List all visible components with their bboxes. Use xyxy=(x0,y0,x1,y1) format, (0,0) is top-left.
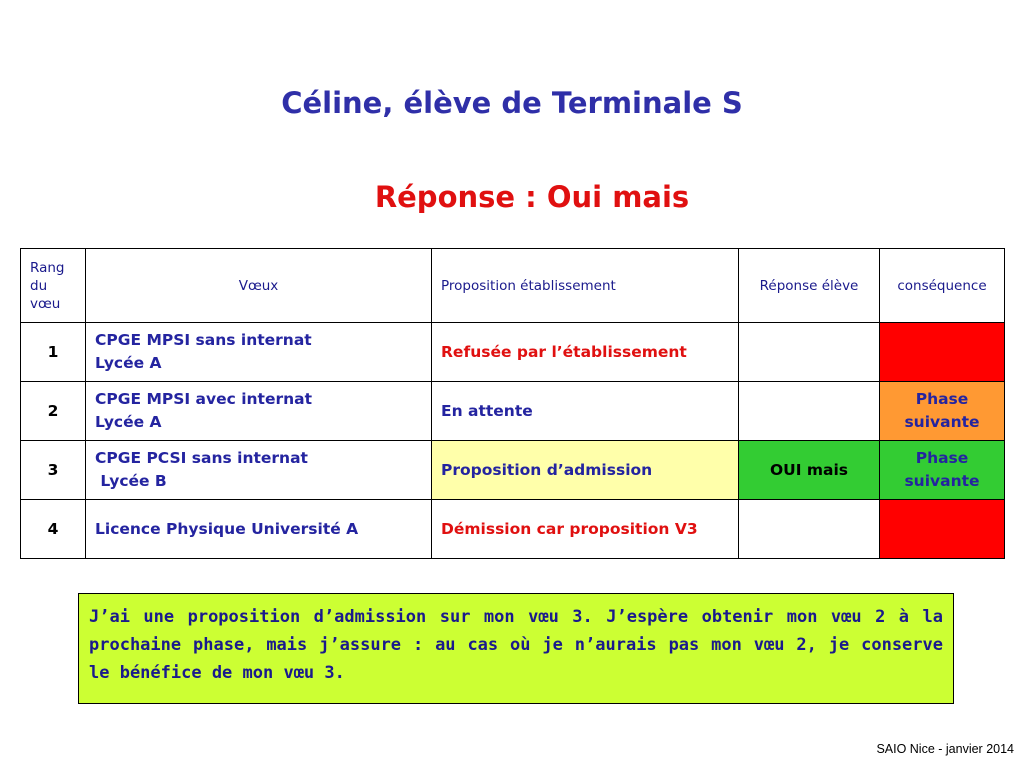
proposition-cell: Proposition d’admission xyxy=(432,441,739,500)
header-rang: Rang du vœu xyxy=(21,249,86,323)
table-row xyxy=(21,323,1005,382)
voeux-table xyxy=(20,248,1005,559)
header-voeux: Vœux xyxy=(86,249,432,323)
table-row xyxy=(21,441,1005,500)
proposition-cell: Démission car proposition V3 xyxy=(432,500,739,559)
header-consequence: conséquence xyxy=(880,249,1005,323)
table-row xyxy=(21,500,1005,559)
header-reponse: Réponse élève xyxy=(739,249,880,323)
rang-cell: 4 xyxy=(21,500,86,559)
voeu-cell: CPGE PCSI sans internat Lycée B xyxy=(86,441,432,500)
consequence-cell xyxy=(880,323,1005,382)
reponse-cell xyxy=(739,382,880,441)
reponse-cell xyxy=(739,323,880,382)
header-proposition: Proposition établissement xyxy=(432,249,739,323)
rang-cell: 3 xyxy=(21,441,86,500)
table-header-row xyxy=(21,249,1005,323)
explanation-note: J’ai une proposition d’admission sur mon vœu 3. J’espère obtenir mon vœu 2 à la prochaine phase, mais j’assure : au cas où je n’aurais pas mon vœu 2, je conserve le bénéfice de mon vœu 3. xyxy=(78,593,954,704)
slide-title: Céline, élève de Terminale S xyxy=(281,86,743,120)
voeu-cell: Licence Physique Université A xyxy=(86,500,432,559)
rang-cell: 2 xyxy=(21,382,86,441)
reponse-cell xyxy=(739,500,880,559)
slide-subtitle: Réponse : Oui mais xyxy=(374,180,690,214)
voeu-cell: CPGE MPSI avec internat Lycée A xyxy=(86,382,432,441)
proposition-cell: Refusée par l’établissement xyxy=(432,323,739,382)
proposition-cell: En attente xyxy=(432,382,739,441)
table-row xyxy=(21,382,1005,441)
rang-cell: 1 xyxy=(21,323,86,382)
voeu-cell: CPGE MPSI sans internat Lycée A xyxy=(86,323,432,382)
slide-footer: SAIO Nice - janvier 2014 xyxy=(876,742,1014,756)
consequence-cell xyxy=(880,500,1005,559)
consequence-cell: Phase suivante xyxy=(880,382,1005,441)
reponse-cell: OUI mais xyxy=(739,441,880,500)
consequence-cell: Phase suivante xyxy=(880,441,1005,500)
